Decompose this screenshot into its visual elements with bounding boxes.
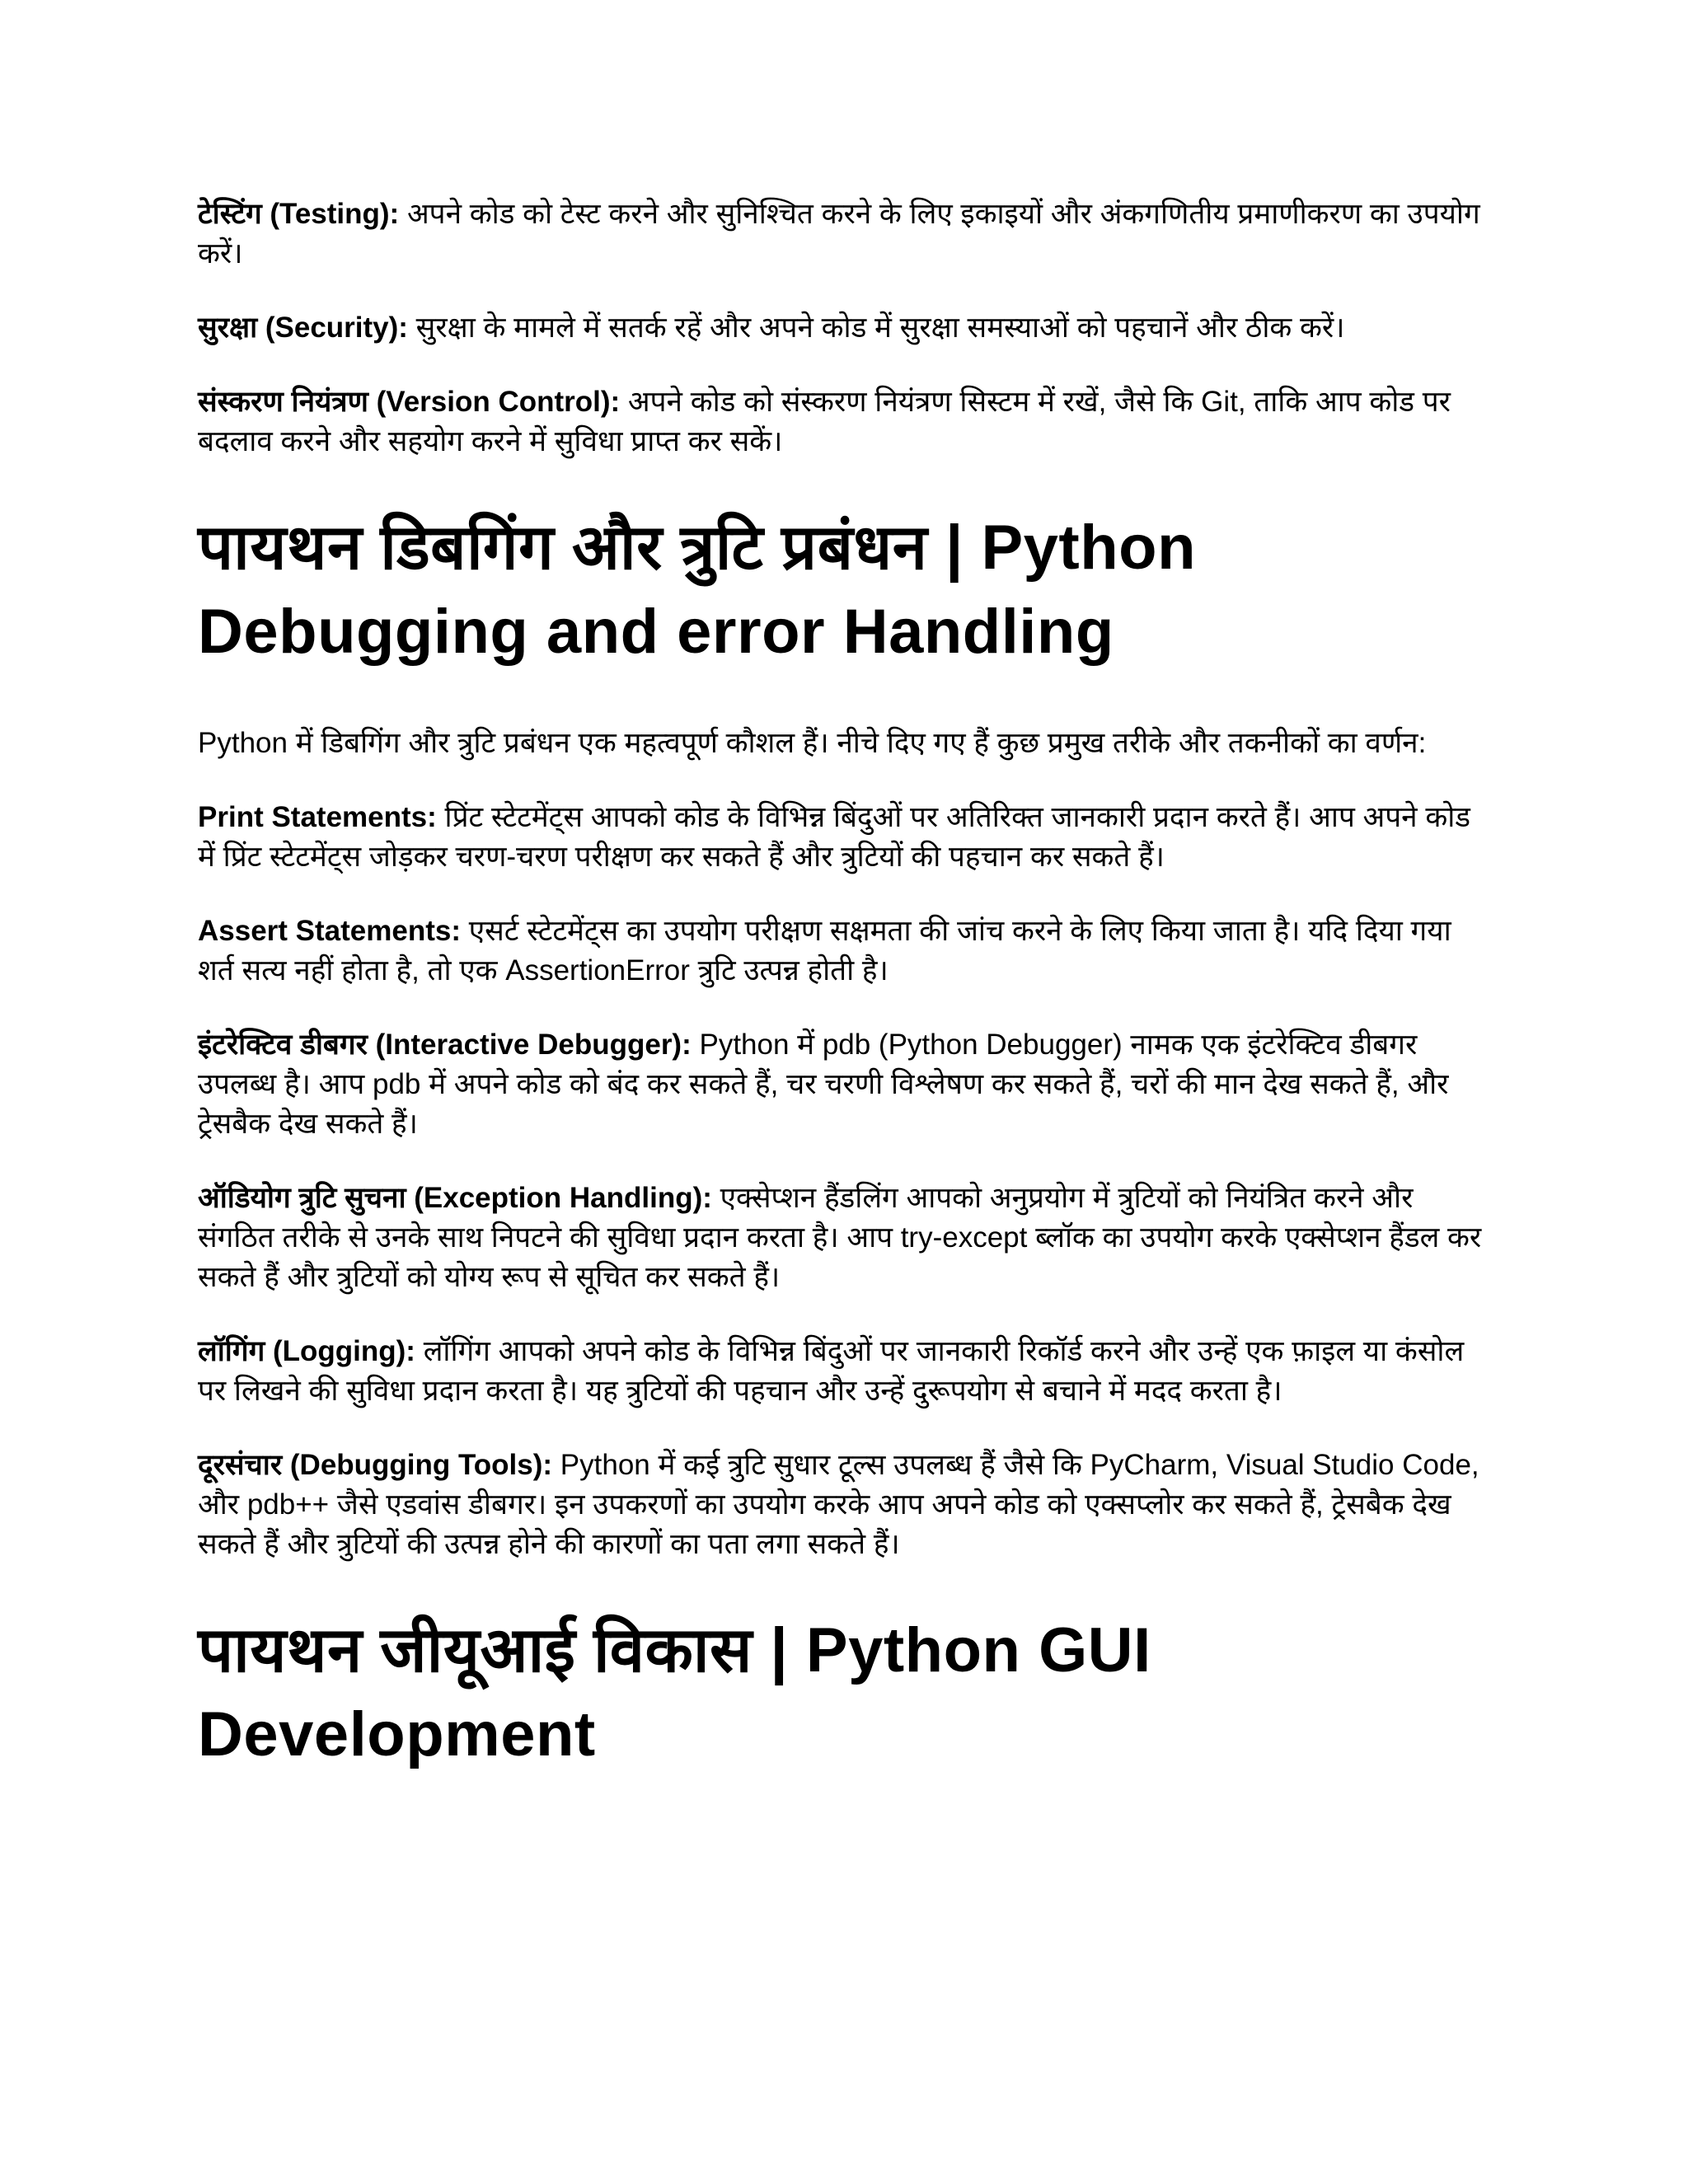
intro-section (198, 194, 1492, 462)
term-exception-handling: ऑडियोग त्रुटि सुचना (Exception Handling): (198, 1182, 712, 1214)
text-logging: लॉगिंग आपको अपने कोड के विभिन्न बिंदुओं पर जानकारी रिकॉर्ड करने और उन्हें एक फ़ाइल या कंसोल पर लिखने की सुविधा प्रदान करता है। यह त्रुटियों की पहचान और उन्हें दुरूपयोग से बचाने में मदद करता है। (198, 1335, 1465, 1407)
paragraph-print-statements (198, 798, 1492, 877)
heading-gui-development: पायथन जीयूआई विकास | Python GUI Development (198, 1615, 1151, 1769)
paragraph-interactive-debugger (198, 1025, 1492, 1144)
paragraph-exception-handling (198, 1179, 1492, 1297)
paragraph-assert-statements (198, 912, 1492, 991)
term-security: सुरक्षा (Security): (198, 312, 408, 344)
text-exception-handling: एक्सेप्शन हैंडलिंग आपको अनुप्रयोग में त्रुटियों को नियंत्रित करने और संगठित तरीके से उनके साथ निपटने की सुविधा प्रदान करता है। आप try-except ब्लॉक का उपयोग करके एक्सेप्शन हैंडल कर सकते हैं और त्रुटियों को योग्य रूप से सूचित कर सकते हैं। (198, 1182, 1482, 1293)
text-print-statements: प्रिंट स्टेटमेंट्स आपको कोड के विभिन्न बिंदुओं पर अतिरिक्त जानकारी प्रदान करते हैं। आप अपने कोड में प्रिंट स्टेटमेंट्स जोड़कर चरण-चरण परीक्षण कर सकते हैं और त्रुटियों की पहचान कर सकते हैं। (198, 801, 1470, 873)
term-debugging-tools: दूरसंचार (Debugging Tools): (198, 1449, 553, 1481)
heading-debugging: पायथन डिबगिंग और त्रुटि प्रबंधन | Python Debugging and error Handling (198, 513, 1197, 667)
term-interactive-debugger: इंटरेक्टिव डीबगर (Interactive Debugger): (198, 1029, 692, 1061)
paragraph-testing (198, 194, 1492, 274)
paragraph-security (198, 308, 1492, 348)
text-interactive-debugger: Python में pdb (Python Debugger) नामक एक इंटरेक्टिव डीबगर उपलब्ध है। आप pdb में अपने कोड को बंद कर सकते हैं, चर चरणी विश्लेषण कर सकते हैं, चरों की मान देख सकते हैं, और ट्रेसबैक देख सकते हैं। (198, 1029, 1449, 1140)
text-testing: अपने कोड को टेस्ट करने और सुनिश्चित करने के लिए इकाइयों और अंकगणितीय प्रमाणीकरण का उपयोग करें। (198, 198, 1480, 269)
term-assert-statements: Assert Statements: (198, 915, 461, 947)
text-version-control: अपने कोड को संस्करण नियंत्रण सिस्टम में रखें, जैसे कि Git, ताकि आप कोड पर बदलाव करने और सहयोग करने में सुविधा प्राप्त कर सकें। (198, 386, 1451, 457)
term-testing: टेस्टिंग (Testing): (198, 198, 400, 230)
term-logging: लॉगिंग (Logging): (198, 1335, 415, 1367)
paragraph-debugging-tools (198, 1446, 1492, 1564)
paragraph-logging (198, 1332, 1492, 1411)
term-print-statements: Print Statements: (198, 801, 437, 833)
paragraph-version-control (198, 382, 1492, 462)
text-assert-statements: एसर्ट स्टेटमेंट्स का उपयोग परीक्षण सक्षमता की जांच करने के लिए किया जाता है। यदि दिया गया शर्त सत्य नहीं होता है, तो एक AssertionError त्रुटि उत्पन्न होती है। (198, 915, 1451, 987)
document-page (198, 194, 1492, 1826)
text-security: सुरक्षा के मामले में सतर्क रहें और अपने कोड में सुरक्षा समस्याओं को पहचानें और ठीक करें। (407, 312, 1345, 344)
text-debugging-tools: Python में कई त्रुटि सुधार टूल्स उपलब्ध हैं जैसे कि PyCharm, Visual Studio Code, और pdb++ जैसे एडवांस डीबगर। इन उपकरणों का उपयोग करके आप अपने कोड को एक्सप्लोर कर सकते हैं, ट्रेसबैक देख सकते हैं और त्रुटियों की उत्पन्न होने की कारणों का पता लगा सकते हैं। (198, 1449, 1479, 1560)
term-version-control: संस्करण नियंत्रण (Version Control): (198, 386, 621, 418)
paragraph-debugging-intro: Python में डिबगिंग और त्रुटि प्रबंधन एक महत्वपूर्ण कौशल हैं। नीचे दिए गए हैं कुछ प्रमुख तरीके और तकनीकों का वर्णन: (198, 727, 1427, 759)
